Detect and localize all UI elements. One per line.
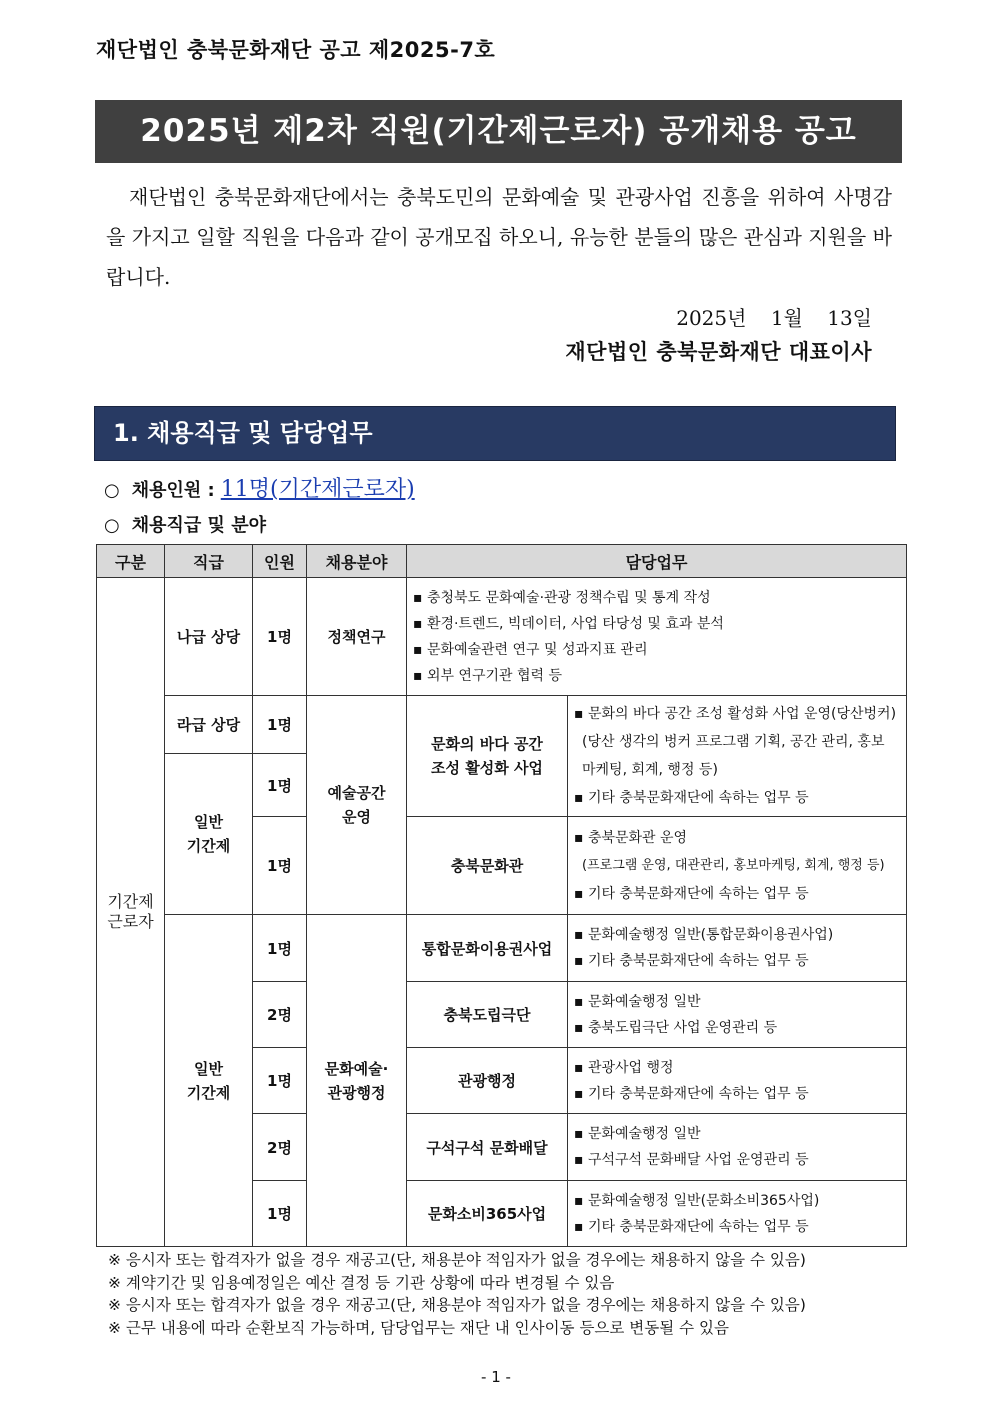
subfield-cell: 문화의 바다 공간 조성 활성화 사업 — [407, 696, 568, 817]
field-cell: 정책연구 — [307, 578, 407, 696]
duties-cell — [568, 1114, 907, 1181]
table-row — [97, 578, 907, 696]
duty-item: ▪ 충청북도 문화예술·관광 정책수립 및 통계 작성 — [413, 589, 711, 606]
grade-cell: 라급 상당 — [165, 696, 253, 754]
duties-cell — [568, 915, 907, 982]
count-cell: 2명 — [253, 1114, 307, 1181]
duty-item: ▪ 충북도립극단 사업 운영관리 등 — [574, 1019, 778, 1036]
count-cell: 1명 — [253, 1048, 307, 1114]
grade-cell: 일반 기간제 — [165, 754, 253, 915]
duty-item: ▪ 충북문화관 운영 — [574, 829, 688, 846]
count-cell: 2명 — [253, 982, 307, 1048]
intro-paragraph: 재단법인 충북문화재단에서는 충북도민의 문화예술 및 관광사업 진흥을 위하여 사명감을 가지고 일할 직원을 다음과 같이 공개모집 하오니, 유능한 분들의 많은 관심과 지원을 바랍니다. — [106, 185, 892, 289]
duty-item: ▪ 기타 충북문화재단에 속하는 업무 등 — [574, 1218, 809, 1235]
duty-item: ▪ 기타 충북문화재단에 속하는 업무 등 — [574, 953, 809, 969]
circle-bullet-icon: ○ — [104, 515, 120, 536]
subfield-cell: 충북도립극단 — [407, 982, 568, 1048]
duties-cell — [568, 1181, 907, 1247]
note-item: ※ 응시자 또는 합격자가 없을 경우 재공고(단, 채용분야 적임자가 없을 경우에는 채용하지 않을 수 있음) — [108, 1296, 806, 1314]
duties-cell — [407, 578, 907, 696]
duty-item: (프로그램 운영, 대관관리, 홍보마케팅, 회계, 행정 등) — [582, 857, 885, 873]
count-cell: 1명 — [253, 754, 307, 817]
note-item: ※ 계약기간 및 임용예정일은 예산 결정 등 기관 상황에 따라 변경될 수 있음 — [108, 1273, 615, 1292]
table-header-row — [97, 545, 907, 578]
count-cell: 1명 — [253, 1181, 307, 1247]
header-category: 구분 — [97, 545, 165, 578]
count-cell: 1명 — [253, 578, 307, 696]
grade-cell: 일반 기간제 — [165, 915, 253, 1247]
document-title: 2025년 제2차 직원(기간제근로자) 공개채용 공고 — [95, 100, 902, 163]
count-cell: 1명 — [253, 696, 307, 754]
section-title: 1. 채용직급 및 담당업무 — [94, 406, 896, 461]
duty-item: ▪ 문화예술행정 일반(통합문화이용권사업) — [574, 927, 834, 943]
hire-count-line — [104, 472, 415, 503]
field-cell: 예술공간 운영 — [307, 696, 407, 915]
grades-label: 채용직급 및 분야 — [131, 515, 266, 536]
duties-cell — [568, 817, 907, 915]
job-table — [96, 544, 907, 1247]
duty-item: ▪ 기타 충북문화재단에 속하는 업무 등 — [574, 790, 809, 806]
date-day: 13일 — [827, 306, 872, 330]
subfield-cell: 구석구석 문화배달 — [407, 1114, 568, 1181]
header-duties: 담당업무 — [407, 545, 907, 578]
duty-item: ▪ 문화예술관련 연구 및 성과지표 관리 — [413, 641, 648, 658]
duty-item: ▪ 기타 충북문화재단에 속하는 업무 등 — [574, 885, 809, 902]
subfield-cell: 관광행정 — [407, 1048, 568, 1114]
duty-item: ▪ 외부 연구기관 협력 등 — [413, 667, 563, 684]
duties-cell — [568, 1048, 907, 1114]
duty-item: ▪ 문화의 바다 공간 조성 활성화 사업 운영(당산벙커) — [574, 706, 897, 722]
note-item: ※ 근무 내용에 따라 순환보직 가능하며, 담당업무는 재단 내 인사이동 등으로 변동될 수 있음 — [108, 1318, 729, 1337]
subfield-cell: 충북문화관 — [407, 817, 568, 915]
duty-item: ▪ 문화예술행정 일반 — [574, 1126, 701, 1142]
duty-item: ▪ 문화예술행정 일반(문화소비365사업) — [574, 1192, 820, 1209]
subfield-cell: 통합문화이용권사업 — [407, 915, 568, 982]
count-cell: 1명 — [253, 915, 307, 982]
note-item: ※ 응시자 또는 합격자가 없을 경우 재공고(단, 채용분야 적임자가 없을 경우에는 채용하지 않을 수 있음) — [108, 1251, 806, 1269]
header-field: 채용분야 — [307, 545, 407, 578]
duty-item: ▪ 구석구석 문화배달 사업 운영관리 등 — [574, 1152, 809, 1168]
duties-cell — [568, 982, 907, 1048]
duty-item: ▪ 기타 충북문화재단에 속하는 업무 등 — [574, 1085, 809, 1102]
header-count: 인원 — [253, 545, 307, 578]
table-row — [97, 915, 907, 982]
circle-bullet-icon: ○ — [104, 480, 120, 501]
count-cell: 1명 — [253, 817, 307, 915]
duty-item: 마케팅, 회계, 행정 등) — [582, 762, 718, 778]
notice-date — [658, 302, 872, 331]
table-row — [97, 696, 907, 754]
category-cell: 기간제 근로자 — [97, 578, 165, 1247]
date-year: 2025년 — [676, 306, 747, 330]
signer: 재단법인 충북문화재단 대표이사 — [565, 340, 872, 364]
notice-number: 재단법인 충북문화재단 공고 제2025-7호 — [96, 38, 496, 62]
hire-count-value: 11명(기간제근로자) — [220, 477, 415, 502]
field-cell: 문화예술· 관광행정 — [307, 915, 407, 1247]
duty-item: (당산 생각의 벙커 프로그램 기획, 공간 관리, 홍보 — [582, 734, 885, 750]
header-grade: 직급 — [165, 545, 253, 578]
duty-item: ▪ 문화예술행정 일반 — [574, 993, 701, 1010]
duties-cell — [568, 696, 907, 817]
grades-line — [104, 511, 266, 537]
hire-count-label: 채용인원 : — [131, 480, 215, 501]
grade-cell: 나급 상당 — [165, 578, 253, 696]
subfield-cell: 문화소비365사업 — [407, 1181, 568, 1247]
page-number: - 1 - — [481, 1368, 511, 1386]
notes-list — [108, 1249, 806, 1339]
duty-item: ▪ 환경·트렌드, 빅데이터, 사업 타당성 및 효과 분석 — [413, 615, 724, 632]
date-month: 1월 — [770, 306, 803, 330]
duty-item: ▪ 관광사업 행정 — [574, 1059, 674, 1076]
